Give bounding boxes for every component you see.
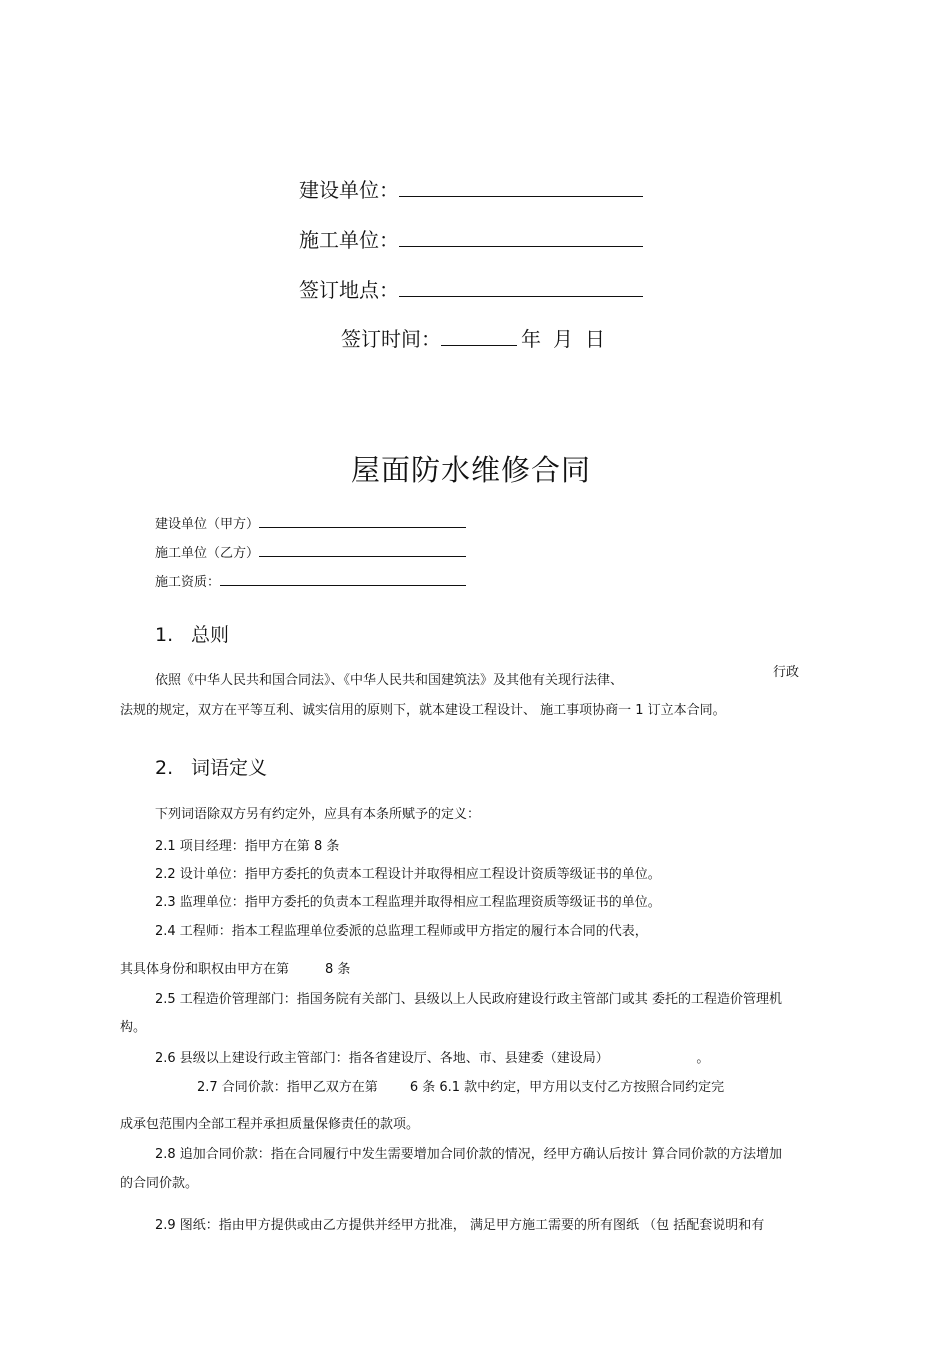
general-line-1: 依照《中华人民共和国合同法》、《中华人民共和国建筑法》及其他有关现行法律、 <box>155 673 624 688</box>
definition-2-6-end: 。 <box>696 1051 710 1066</box>
definitions-intro: 下列词语除双方另有约定外，应具有本条所赋予的定义： <box>155 807 481 822</box>
cover-year-blank <box>441 327 517 346</box>
definition-2-6-text: 2.6 县级以上建设行政主管部门：指各省建设厅、各地、市、县建委（建设局） <box>155 1051 603 1066</box>
definition-2-4-cont-b: 8 条 <box>325 962 351 977</box>
definition-2-5-cont: 构。 <box>120 1020 147 1035</box>
cover-place-row <box>299 274 643 303</box>
definition-2-1: 2.1 项目经理：指甲方在第 8 条 <box>155 839 340 854</box>
general-line-2: 法规的规定，双方在平等互利、诚实信用的原则下，就本建设工程设计、 施工事项协商一 1 订立本合同。 <box>120 703 726 718</box>
section-2-heading <box>155 753 267 780</box>
cover-contractor-blank <box>399 228 643 247</box>
section-2-title: 词语定义 <box>191 757 268 779</box>
cover-builder-row <box>299 174 643 203</box>
party-b-label: 施工单位（乙方） <box>155 546 260 561</box>
party-a-label: 建设单位（甲方） <box>155 517 260 532</box>
definition-2-7-a: 2.7 合同价款：指甲乙双方在第 <box>197 1080 378 1095</box>
cover-year: 年 <box>521 327 541 351</box>
definition-2-4-cont-a: 其具体身份和职权由甲方在第 <box>120 962 290 977</box>
cover-contractor-label: 施工单位： <box>299 228 399 252</box>
party-b-blank <box>259 544 466 557</box>
general-line-1-tail: 行政 <box>773 665 800 680</box>
qualification-label: 施工资质： <box>155 575 221 590</box>
cover-builder-label: 建设单位： <box>299 178 399 202</box>
section-1-number: 1. <box>155 624 174 646</box>
cover-place-blank <box>399 278 643 297</box>
party-b-row <box>155 542 466 561</box>
cover-place-label: 签订地点： <box>299 278 399 302</box>
cover-month: 月 <box>553 327 573 351</box>
definition-2-4: 2.4 工程师：指本工程监理单位委派的总监理工程师或甲方指定的履行本合同的代表， <box>155 924 648 939</box>
contract-title: 屋面防水维修合同 <box>351 453 592 487</box>
definition-2-6 <box>155 1047 709 1066</box>
party-a-blank <box>259 515 466 528</box>
cover-builder-blank <box>399 178 643 197</box>
definition-2-7 <box>197 1076 724 1095</box>
definition-2-4-cont <box>120 958 350 977</box>
qualification-blank <box>220 573 466 586</box>
definition-2-7-cont: 成承包范围内全部工程并承担质量保修责任的款项。 <box>120 1117 420 1132</box>
definition-2-2: 2.2 设计单位：指甲方委托的负责本工程设计并取得相应工程设计资质等级证书的单位。 <box>155 867 661 882</box>
section-1-heading <box>155 620 229 647</box>
cover-contractor-row <box>299 224 643 253</box>
section-2-number: 2. <box>155 757 174 779</box>
party-a-row <box>155 513 466 532</box>
definition-2-7-b: 6 条 6.1 款中约定，甲方用以支付乙方按照合同约定完 <box>409 1080 725 1095</box>
qualification-row <box>155 571 466 590</box>
cover-time-label: 签订时间： <box>341 327 441 351</box>
definition-2-8: 2.8 追加合同价款：指在合同履行中发生需要增加合同价款的情况，经甲方确认后按计 算合同价款的方法增加 <box>155 1147 782 1162</box>
definition-2-3: 2.3 监理单位：指甲方委托的负责本工程监理并取得相应工程监理资质等级证书的单位。 <box>155 895 661 910</box>
cover-time-row <box>341 323 605 352</box>
definition-2-5: 2.5 工程造价管理部门：指国务院有关部门、县级以上人民政府建设行政主管部门或其 委托的工程造价管理机 <box>155 992 782 1007</box>
definition-2-9: 2.9 图纸：指由甲方提供或由乙方提供并经甲方批准， 满足甲方施工需要的所有图纸 （包 括配套说明和有 <box>155 1218 765 1233</box>
section-1-title: 总则 <box>191 624 230 646</box>
definition-2-8-cont: 的合同价款。 <box>120 1176 199 1191</box>
cover-day: 日 <box>585 327 605 351</box>
